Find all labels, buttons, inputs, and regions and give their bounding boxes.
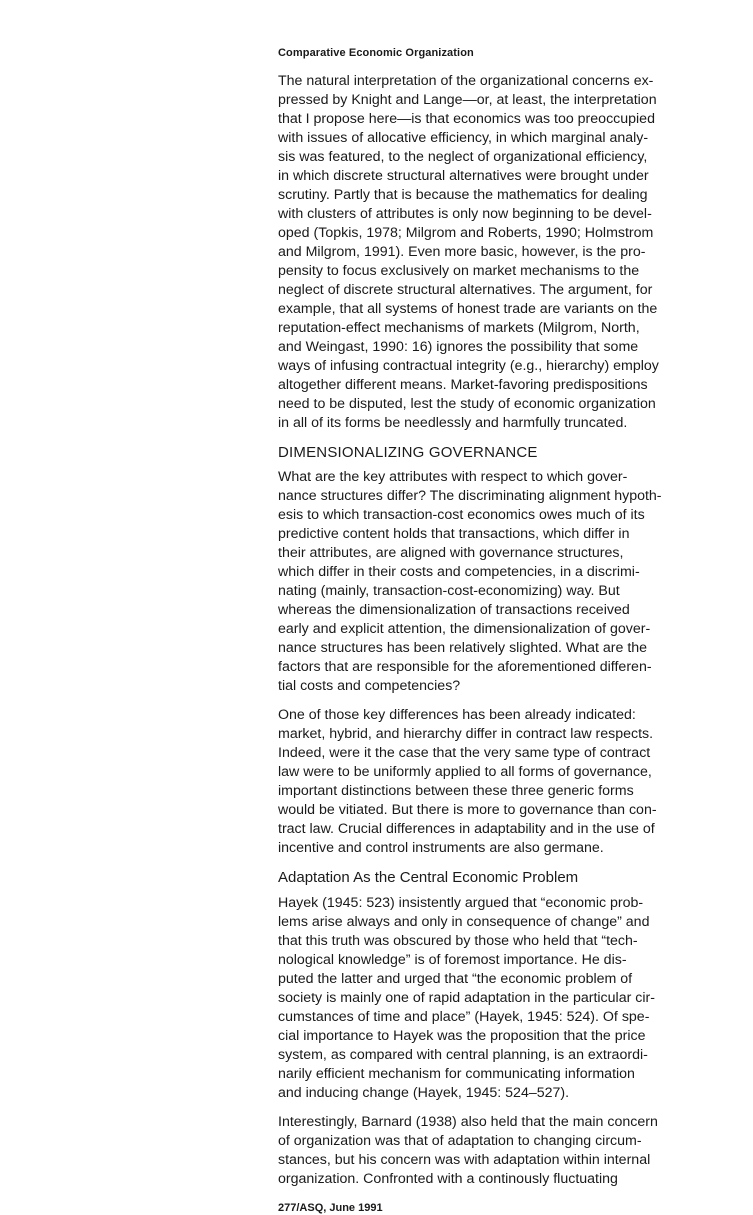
text-line: that this truth was obscured by those who held that “tech-: [278, 933, 638, 949]
text-line: whereas the dimensionalization of transactions received: [278, 602, 630, 618]
paragraph-3: [278, 706, 694, 858]
section-heading: DIMENSIONALIZING GOVERNANCE: [278, 444, 538, 461]
text-line: nating (mainly, transaction-cost-economizing) way. But: [278, 583, 620, 599]
text-line: and inducing change (Hayek, 1945: 524–527).: [278, 1085, 570, 1101]
text-line: nance structures differ? The discriminating alignment hypoth-: [278, 488, 662, 504]
text-line: and Milgrom, 1991). Even more basic, however, is the pro-: [278, 244, 646, 260]
text-line: society is mainly one of rapid adaptation in the particular cir-: [278, 990, 655, 1006]
text-line: Indeed, were it the case that the very same type of contract: [278, 745, 651, 761]
text-line: would be vitiated. But there is more to governance than con-: [278, 802, 657, 818]
text-line: important distinctions between these three generic forms: [278, 783, 634, 799]
text-line: factors that are responsible for the aforementioned differen-: [278, 659, 652, 675]
text-line: esis to which transaction-cost economics owes much of its: [278, 507, 645, 523]
text-line: and Weingast, 1990: 16) ignores the possibility that some: [278, 339, 639, 355]
text-line: which differ in their costs and competencies, in a discrimi-: [278, 564, 640, 580]
page-footer: 277/ASQ, June 1991: [278, 1202, 383, 1214]
text-line: One of those key differences has been already indicated:: [278, 707, 636, 723]
text-line: pressed by Knight and Lange—or, at least, the interpretation: [278, 92, 657, 108]
text-line: need to be disputed, lest the study of economic organization: [278, 396, 656, 412]
text-line: incentive and control instruments are also germane.: [278, 840, 604, 856]
text-line: cumstances of time and place” (Hayek, 1945: 524). Of spe-: [278, 1009, 650, 1025]
text-line: narily efficient mechanism for communicating information: [278, 1066, 635, 1082]
text-line: What are the key attributes with respect to which gover-: [278, 469, 628, 485]
text-line: nological knowledge” is of foremost importance. He dis-: [278, 952, 627, 968]
text-line: in which discrete structural alternatives were brought under: [278, 168, 649, 184]
text-line: oped (Topkis, 1978; Milgrom and Roberts, 1990; Holmstrom: [278, 225, 654, 241]
paragraph-1: [278, 72, 694, 433]
text-line: cial importance to Hayek was the proposition that the price: [278, 1028, 646, 1044]
text-line: early and explicit attention, the dimensionalization of gover-: [278, 621, 651, 637]
text-line: altogether different means. Market-favoring predispositions: [278, 377, 648, 393]
text-line: neglect of discrete structural alternatives. The argument, for: [278, 282, 653, 298]
text-line: their attributes, are aligned with governance structures,: [278, 545, 624, 561]
text-line: law were to be uniformly applied to all forms of governance,: [278, 764, 652, 780]
text-line: example, that all systems of honest trade are variants on the: [278, 301, 658, 317]
text-line: system, as compared with central planning, is an extraordi-: [278, 1047, 648, 1063]
text-line: organization. Confronted with a continously fluctuating: [278, 1171, 618, 1187]
running-head: Comparative Economic Organization: [278, 47, 474, 59]
text-line: reputation-effect mechanisms of markets (Milgrom, North,: [278, 320, 640, 336]
subsection-heading: Adaptation As the Central Economic Problem: [278, 869, 579, 886]
text-line: of organization was that of adaptation to changing circum-: [278, 1133, 642, 1149]
text-line: with clusters of attributes is only now beginning to be devel-: [278, 206, 652, 222]
text-line: predictive content holds that transactions, which differ in: [278, 526, 630, 542]
text-line: that I propose here—is that economics was too preoccupied: [278, 111, 655, 127]
text-line: market, hybrid, and hierarchy differ in contract law respects.: [278, 726, 654, 742]
paragraph-5: [278, 1113, 694, 1189]
text-line: with issues of allocative efficiency, in which marginal analy-: [278, 130, 649, 146]
text-line: scrutiny. Partly that is because the mathematics for dealing: [278, 187, 648, 203]
text-line: Interestingly, Barnard (1938) also held that the main concern: [278, 1114, 658, 1130]
text-line: puted the latter and urged that “the economic problem of: [278, 971, 633, 987]
text-line: nance structures has been relatively slighted. What are the: [278, 640, 648, 656]
text-line: stances, but his concern was with adaptation within internal: [278, 1152, 651, 1168]
text-line: tial costs and competencies?: [278, 678, 461, 694]
text-line: The natural interpretation of the organizational concerns ex-: [278, 73, 654, 89]
text-line: in all of its forms be needlessly and harmfully truncated.: [278, 415, 628, 431]
text-line: tract law. Crucial differences in adaptability and in the use of: [278, 821, 655, 837]
text-line: Hayek (1945: 523) insistently argued that “economic prob-: [278, 895, 644, 911]
text-line: pensity to focus exclusively on market mechanisms to the: [278, 263, 640, 279]
paragraph-4: [278, 894, 694, 1103]
page: [278, 46, 694, 1215]
text-line: sis was featured, to the neglect of organizational efficiency,: [278, 149, 648, 165]
text-line: lems arise always and only in consequence of change” and: [278, 914, 650, 930]
text-line: ways of infusing contractual integrity (e.g., hierarchy) employ: [278, 358, 659, 374]
paragraph-2: [278, 468, 694, 696]
